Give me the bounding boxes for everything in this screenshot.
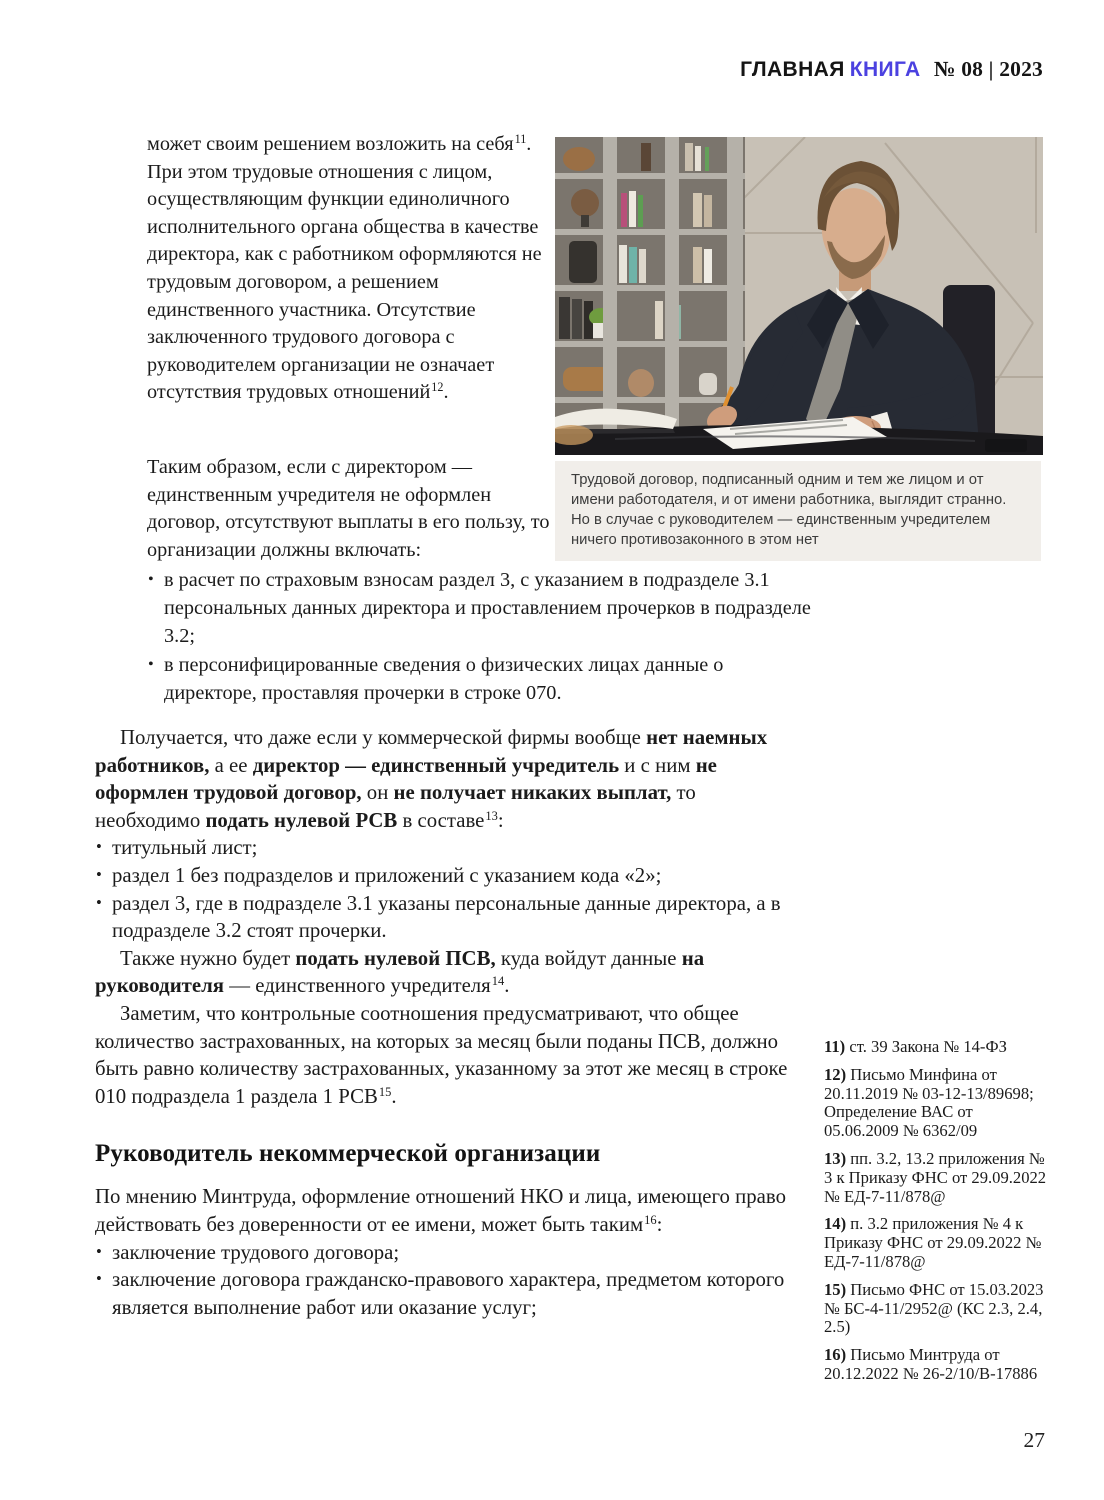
bookshelf bbox=[555, 137, 745, 455]
bullet-icon: • bbox=[96, 864, 102, 884]
paragraph-rsv-summary: Получается, что даже если у коммерческой фирмы вообще нет наемных работников, а ее директор — единственный учредитель и с ним не оформлен трудовой договор, он не получает никаких выплат, то необходимо подать нулевой РСВ в составе$^{13}$: bbox=[95, 726, 768, 832]
list-item: • титульный лист; bbox=[95, 834, 794, 862]
paragraph-control-ratios: Заметим, что контрольные соотношения предусматривают, что общее количество застрахованных, на которых за месяц были поданы ПСВ, должно быть равно количеству застрахованных, указанному за этот же месяц в строке 010 подраздела 1 раздела 1 РСВ$^{15}$. bbox=[95, 1001, 788, 1108]
bullet-list-nko-options bbox=[95, 1239, 794, 1322]
bullet-icon: • bbox=[96, 837, 102, 857]
list-item: • заключение договора гражданско-правового характера, предметом которого является выполнение работ или оказание услуг; bbox=[95, 1266, 794, 1321]
brand-primary: ГЛАВНАЯ bbox=[740, 58, 845, 81]
footnote: 13) пп. 3.2, 13.2 приложения № 3 к Приказу ФНС от 29.09.2022 № ЕД-7-11/878@ bbox=[824, 1148, 1047, 1206]
photo-caption: Трудовой договор, подписанный одним и тем же лицом и от имени работодателя, и от имени работника, выглядит странно. Но в случае с руководителем — единственным учредителем ничего противозаконного в этом нет bbox=[555, 461, 1041, 561]
footnote: 12) Письмо Минфина от 20.11.2019 № 03-12-13/89698; Определение ВАС от 05.06.2009 № 6362/09 bbox=[824, 1064, 1034, 1141]
list-item: • в расчет по страховым взносам раздел 3, с указанием в подразделе 3.1 персональных данных директора и проставлением прочерков в подразделе 3.2; bbox=[147, 566, 815, 651]
list-item: • заключение трудового договора; bbox=[95, 1239, 794, 1267]
list-item: • раздел 3, где в подразделе 3.1 указаны персональные данные директора, а в подразделе 3.2 стоят прочерки. bbox=[95, 890, 794, 945]
bullet-icon: • bbox=[96, 1269, 102, 1289]
intro-paragraph: может своим решением возложить на себя$^{11}$. При этом трудовые отношения с лицом, осуществляющим функции единоличного исполнительного органа общества в качестве директора, как с работником оформляются не трудовым договором, а решением единственного участника. Отсутствие заключенного трудового договора с руководителем организации не означает отсутствия трудовых отношений$^{12}$. bbox=[147, 132, 542, 404]
bullet-icon: • bbox=[148, 654, 154, 673]
director-signing-photo bbox=[555, 137, 1043, 455]
magazine-header bbox=[740, 57, 1043, 82]
footnotes-sidebar bbox=[824, 1038, 1050, 1393]
footnote: 15) Письмо ФНС от 15.03.2023 № БС-4-11/2952@ (КС 2.3, 2.4, 2.5) bbox=[824, 1279, 1044, 1337]
footnote: 11) ст. 39 Закона № 14-ФЗ bbox=[824, 1037, 1007, 1056]
bullet-list-rsv bbox=[147, 566, 815, 707]
lead-in-paragraph: Таким образом, если с директором — единственным учредителя не оформлен договор, отсутствуют выплаты в его пользу, то организации должны включать: bbox=[147, 456, 550, 561]
bullet-list-rsv-parts bbox=[95, 834, 794, 944]
bullet-icon: • bbox=[96, 892, 102, 912]
section-heading: Руководитель некоммерческой организации bbox=[95, 1140, 601, 1168]
issue-number: № 08 | 2023 bbox=[933, 57, 1043, 81]
list-item: • раздел 1 без подразделов и приложений с указанием кода «2»; bbox=[95, 862, 794, 890]
footnote: 14) п. 3.2 приложения № 4 к Приказу ФНС от 29.09.2022 № ЕД-7-11/878@ bbox=[824, 1214, 1042, 1271]
bullet-icon: • bbox=[96, 1241, 102, 1261]
list-item: • в персонифицированные сведения о физических лицах данные о директоре, проставляя прочерки в строке 070. bbox=[147, 651, 815, 707]
page-number: 27 bbox=[1023, 1428, 1045, 1452]
phone bbox=[985, 439, 1027, 452]
article-figure bbox=[555, 137, 1043, 561]
brand-accent: КНИГА bbox=[849, 58, 921, 81]
article-body bbox=[95, 724, 794, 1321]
paragraph-nko: По мнению Минтруда, оформление отношений НКО и лица, имеющего право действовать без доверенности от ее имени, может быть таким$^{16}$: bbox=[95, 1185, 786, 1236]
paragraph-psv: Также нужно будет подать нулевой ПСВ, куда войдут данные на руководителя — единственного учредителя$^{14}$. bbox=[95, 946, 705, 998]
footnote: 16) Письмо Минтруда от 20.12.2022 № 26-2/10/В-17886 bbox=[824, 1345, 1038, 1383]
bullet-icon: • bbox=[148, 570, 154, 588]
